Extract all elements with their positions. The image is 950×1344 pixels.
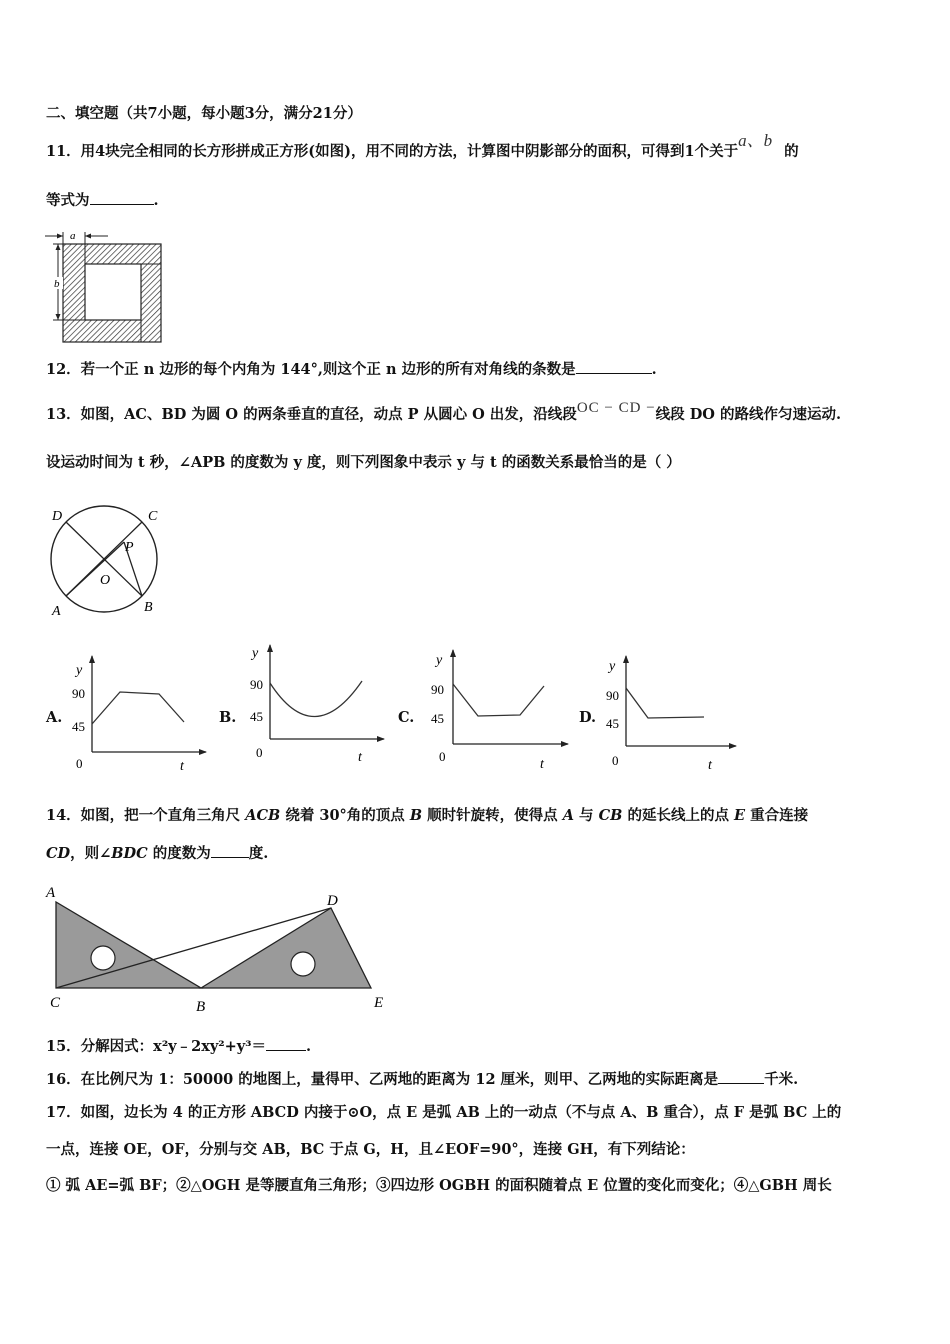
section-title: 二、填空题（共7小题，每小题3分，满分21分）: [46, 105, 362, 122]
option-A-graph[interactable]: [66, 652, 211, 774]
option-C-label[interactable]: C.: [398, 709, 415, 726]
question-16: [46, 1069, 798, 1090]
q15-end: .: [306, 1038, 312, 1055]
option-A-y: y: [76, 663, 83, 678]
q11-end: .: [153, 192, 159, 209]
question-15: [46, 1036, 311, 1057]
figure-triangles: [44, 880, 396, 1018]
label-B: B: [196, 999, 206, 1015]
answer-blank-11[interactable]: [90, 190, 154, 205]
q14-l2d: 度.: [248, 845, 269, 862]
label-A: A: [52, 604, 61, 619]
option-A-label[interactable]: A.: [46, 709, 63, 726]
option-D-45: 45: [606, 716, 619, 731]
q12-text: 12．若一个正 n 边形的每个内角为 144°,则这个正 n 边形的所有对角线的条数是: [46, 361, 576, 378]
option-D-y: y: [609, 659, 616, 674]
answer-blank-14[interactable]: [211, 843, 249, 858]
label-C: C: [50, 995, 61, 1011]
q11-vars: a、b: [738, 131, 773, 150]
q14-p2: 绕着 30°角的顶点: [280, 807, 410, 824]
option-B-y: y: [252, 646, 259, 661]
answer-blank-12[interactable]: [576, 359, 652, 374]
q14-acb: ACB: [245, 807, 281, 824]
q13-path: OC − CD −: [576, 400, 656, 416]
option-C-90: 90: [431, 682, 444, 697]
figure-circle-o: [46, 504, 172, 620]
q14-cb: CB: [598, 807, 623, 824]
q16-end: 千米.: [764, 1071, 799, 1088]
label-E: E: [374, 995, 384, 1011]
q14-p1: 14．如图，把一个直角三角尺: [46, 807, 246, 824]
option-B-90: 90: [250, 677, 263, 692]
option-B-45: 45: [250, 709, 263, 724]
option-C-45: 45: [431, 711, 444, 726]
q13-pre: 13．如图，AC、BD 为圆 O 的两条垂直的直径，动点 P 从圆心 O 出发，沿线段: [46, 406, 577, 423]
question-17-line3: ① 弧 AE=弧 BF；②△OGH 是等腰直角三角形；③四边形 OGBH 的面积随着点 E 位置的变化而变化；④△GBH 周长: [46, 1177, 832, 1194]
answer-blank-16[interactable]: [718, 1069, 764, 1084]
option-B-0: 0: [256, 745, 263, 760]
option-B-t: t: [358, 750, 362, 765]
q15-text: 15．分解因式：x²y﹣2xy²+y³＝: [46, 1038, 267, 1055]
q14-p4: 与: [574, 807, 599, 824]
option-B-label[interactable]: B.: [219, 709, 237, 726]
option-C-0: 0: [439, 749, 446, 764]
label-D: D: [327, 893, 338, 909]
question-17-line2: 一点，连接 OE，OF，分别与交 AB，BC 于点 G，H，且∠EOF=90°，连接 GH，有下列结论：: [46, 1141, 695, 1158]
figure-square-rectangles: [40, 224, 170, 346]
question-11: [46, 131, 799, 162]
label-B: B: [144, 600, 153, 615]
label-a: a: [70, 230, 76, 242]
q14-l2c: 的度数为: [147, 845, 211, 862]
answer-blank-15[interactable]: [266, 1036, 306, 1051]
q12-end: .: [651, 361, 657, 378]
q11-text: 11．用4块完全相同的长方形拼成正方形(如图)，用不同的方法，计算图中阴影部分的面积，可得到1个关于: [46, 143, 739, 160]
q14-cd: CD: [46, 845, 71, 862]
label-b: b: [54, 278, 60, 290]
question-12: [46, 359, 657, 380]
q11-tail: 的: [784, 143, 799, 160]
option-A-90: 90: [72, 686, 85, 701]
q14-p5: 的延长线上的点: [622, 807, 735, 824]
q14-a: A: [562, 807, 574, 824]
option-D-90: 90: [606, 688, 619, 703]
q14-bdc: BDC: [111, 845, 148, 862]
question-11-line2: [46, 190, 159, 211]
option-D-t: t: [708, 758, 712, 772]
option-B-graph[interactable]: [244, 641, 389, 766]
label-P: P: [125, 540, 134, 555]
question-17: 17．如图，边长为 4 的正方形 ABCD 内接于⊙O，点 E 是弧 AB 上的一动点（不与点 A、B 重合），点 F 是弧 BC 上的: [46, 1104, 842, 1121]
q14-l2b: ，则∠: [70, 845, 112, 862]
question-13-line2: 设运动时间为 t 秒，∠APB 的度数为 y 度，则下列图象中表示 y 与 t 的函数关系最恰当的是（ ）: [46, 454, 681, 471]
label-D: D: [52, 509, 63, 524]
q13-post: 线段 DO 的路线作匀速运动.: [655, 406, 842, 423]
option-A-t: t: [180, 759, 184, 774]
question-14: [46, 806, 808, 826]
option-C-t: t: [540, 757, 544, 772]
option-D-graph[interactable]: [602, 652, 742, 772]
option-D-label[interactable]: D.: [579, 709, 597, 726]
q16-text: 16．在比例尺为 1：50000 的地图上，量得甲、乙两地的距离为 12 厘米，则甲、乙两地的实际距离是: [46, 1071, 719, 1088]
option-C-y: y: [436, 653, 443, 668]
question-14-line2: [46, 843, 268, 864]
q14-p3: 顺时针旋转，使得点: [422, 807, 563, 824]
label-O: O: [100, 573, 111, 588]
option-C-graph[interactable]: [426, 646, 576, 772]
label-A: A: [46, 885, 56, 901]
option-D-0: 0: [612, 753, 619, 768]
q11-line2: 等式为: [46, 192, 90, 209]
option-A-0: 0: [76, 756, 83, 771]
q14-e: E: [734, 807, 746, 824]
q14-b: B: [409, 807, 423, 824]
question-13: [46, 400, 842, 425]
label-C: C: [148, 509, 158, 524]
q14-p6: 重合连接: [745, 807, 809, 824]
option-A-45: 45: [72, 719, 85, 734]
